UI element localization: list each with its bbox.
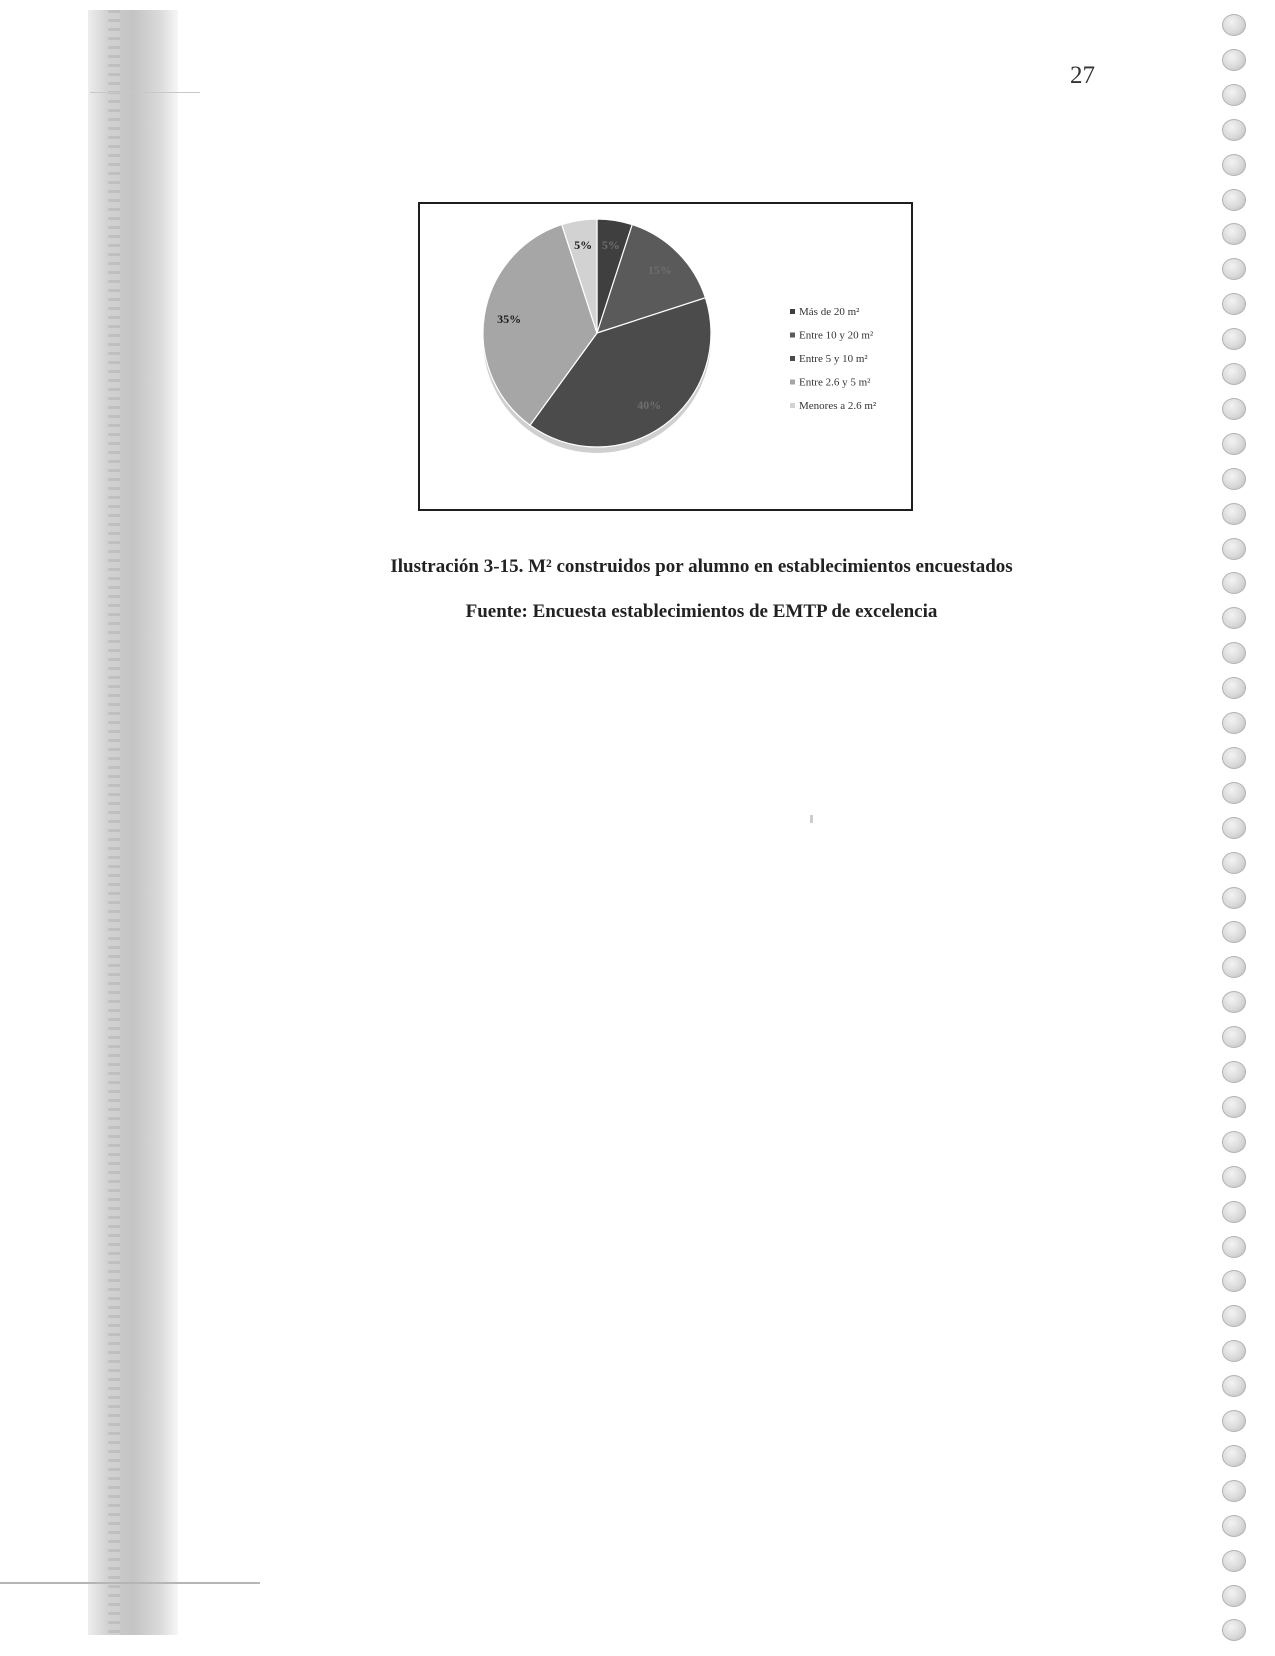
- binding-ring: [1222, 293, 1246, 315]
- binding-ring: [1222, 1340, 1246, 1362]
- binding-ring: [1222, 1305, 1246, 1327]
- binding-ring: [1222, 1480, 1246, 1502]
- binding-ring: [1222, 14, 1246, 36]
- binding-ring: [1222, 1410, 1246, 1432]
- binding-ring: [1222, 1270, 1246, 1292]
- binding-ring: [1222, 433, 1246, 455]
- binding-ring: [1222, 677, 1246, 699]
- binding-ring: [1222, 956, 1246, 978]
- binding-ring: [1222, 1061, 1246, 1083]
- binding-ring: [1222, 1445, 1246, 1467]
- binding-ring: [1222, 363, 1246, 385]
- binding-ring: [1222, 887, 1246, 909]
- binding-ring: [1222, 747, 1246, 769]
- legend-swatch: [790, 309, 795, 314]
- binding-ring: [1222, 1515, 1246, 1537]
- binding-ring: [1222, 84, 1246, 106]
- binding-ring: [1222, 49, 1246, 71]
- binding-ring: [1222, 782, 1246, 804]
- scan-artifact-line: [90, 92, 200, 93]
- pie-data-label: 15%: [647, 263, 672, 278]
- figure-caption: Ilustración 3-15. M² construidos por alumno en establecimientos encuestados: [390, 556, 1013, 577]
- binding-ring: [1222, 712, 1246, 734]
- binding-ring: [1222, 1096, 1246, 1118]
- binding-ring: [1222, 223, 1246, 245]
- binding-ring: [1222, 1619, 1246, 1641]
- legend-swatch: [790, 380, 795, 385]
- pie-chart: [420, 204, 911, 509]
- legend-entry: Entre 5 y 10 m²: [799, 353, 868, 365]
- binding-ring: [1222, 991, 1246, 1013]
- binding-ring: [1222, 119, 1246, 141]
- binding-ring: [1222, 154, 1246, 176]
- binding-ring: [1222, 503, 1246, 525]
- binding-ring: [1222, 328, 1246, 350]
- binding-ring: [1222, 398, 1246, 420]
- binding-ring: [1222, 1550, 1246, 1572]
- binding-ring: [1222, 1166, 1246, 1188]
- legend-entry: Entre 10 y 20 m²: [799, 329, 874, 342]
- binding-ring: [1222, 468, 1246, 490]
- legend-swatch: [790, 356, 795, 361]
- binding-ring: [1222, 1375, 1246, 1397]
- page-number: 27: [1070, 62, 1095, 89]
- binding-ring: [1222, 1236, 1246, 1258]
- legend-swatch: [790, 333, 795, 338]
- binding-ring: [1222, 258, 1246, 280]
- binding-ring: [1222, 642, 1246, 664]
- figure-source: Fuente: Encuesta establecimientos de EMTP de excelencia: [465, 601, 938, 622]
- legend-entry: Menores a 2.6 m²: [799, 400, 877, 412]
- legend-entry: Entre 2.6 y 5 m²: [799, 376, 871, 389]
- legend-entry: Más de 20 m²: [799, 306, 860, 318]
- binding-ring: [1222, 1131, 1246, 1153]
- pie-data-label: 35%: [497, 312, 522, 327]
- binding-ring: [1222, 817, 1246, 839]
- pie-data-label: 5%: [601, 238, 620, 253]
- pie-data-label: 5%: [574, 238, 593, 253]
- binding-ring: [1222, 189, 1246, 211]
- binding-ring: [1222, 921, 1246, 943]
- binding-ring: [1222, 1585, 1246, 1607]
- scan-speck: [810, 815, 813, 823]
- legend-swatch: [790, 403, 795, 408]
- binding-ring: [1222, 852, 1246, 874]
- spiral-binding: [1222, 14, 1252, 1654]
- scan-artifact-line: [0, 1582, 260, 1584]
- pie-chart-frame: [418, 202, 913, 511]
- binding-ring: [1222, 1201, 1246, 1223]
- pie-data-label: 40%: [637, 397, 662, 412]
- binding-ring: [1222, 1026, 1246, 1048]
- binding-shadow: [88, 10, 178, 1635]
